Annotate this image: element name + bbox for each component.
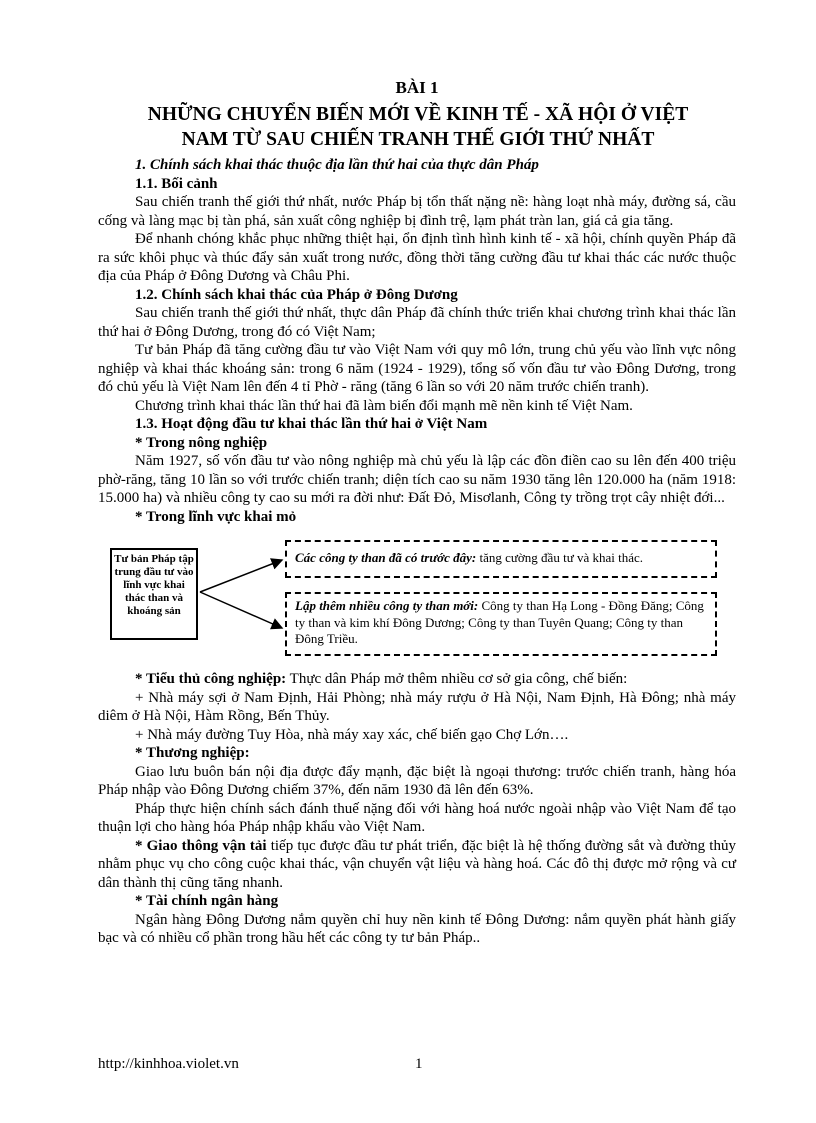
- page-number: 1: [415, 1056, 423, 1072]
- paragraph: Giao lưu buôn bán nội địa được đẩy mạnh, đặc biệt là ngoại thương: trước chiến tranh, hàng hóa Pháp nhập vào Đông Dương chiếm 37%, đến năm 1930 đã lên đến 63%.: [98, 763, 736, 798]
- existing-companies-text: tăng cường đầu tư và khai thác.: [476, 550, 644, 565]
- section-1-1-heading: 1.1. Bối cảnh: [135, 175, 218, 192]
- section-1-3-heading: 1.3. Hoạt động đầu tư khai thác lần thứ hai ở Việt Nam: [135, 416, 488, 432]
- finance-heading: * Tài chính ngân hàng: [135, 893, 279, 909]
- craft-item: + Nhà máy đường Tuy Hòa, nhà máy xay xác, chế biến gạo Chợ Lớn….: [135, 726, 569, 743]
- lesson-number: BÀI 1: [395, 78, 439, 97]
- paragraph: Sau chiến tranh thế giới thứ nhất, nước Pháp bị tổn thất nặng nề: hàng loạt nhà máy, đường sá, cầu cống và làng mạc bị tàn phá, sản xuất công nghiệp bị đình trệ, lạm phát tràn lan, giá cả gia tăng.: [98, 194, 736, 229]
- paragraph: Ngân hàng Đông Dương nắm quyền chỉ huy nền kinh tế Đông Dương: nắm quyền phát hành giấy bạc và có nhiều cổ phần trong hầu hết các công ty tư bản Pháp..: [98, 911, 736, 946]
- lesson-title: [88, 102, 748, 152]
- diagram-source-box: Tư bản Pháp tập trung đầu tư vào lĩnh vực khai thác than và khoáng sản: [110, 548, 198, 640]
- mining-heading: * Trong lĩnh vực khai mỏ: [135, 508, 297, 525]
- title-line-2: NAM TỪ SAU CHIẾN TRANH THẾ GIỚI THỨ NHẤT: [181, 129, 655, 150]
- paragraph: Tư bản Pháp đã tăng cường đầu tư vào Việt Nam với quy mô lớn, trung chủ yếu vào lĩnh vực nông nghiệp và khai thác khoáng sản: trong 6 năm (1924 - 1929), tổng số vốn đầu tư vào Đông Dương, trong đó chủ yếu là Việt Nam lên đến 4 tỉ Phờ - răng (tăng 6 lần so với 20 năm trước chiến tranh).: [98, 342, 736, 395]
- existing-companies-box: [285, 540, 717, 578]
- footer-url[interactable]: http://kinhhoa.violet.vn: [98, 1056, 239, 1072]
- title-line-1: NHỮNG CHUYỂN BIẾN MỚI VỀ KINH TẾ - XÃ HỘI Ở VIỆT: [147, 104, 689, 125]
- arrow-to-new: [200, 592, 282, 628]
- paragraph: Chương trình khai thác lần thứ hai đã làm biến đổi mạnh mẽ nền kinh tế Việt Nam.: [135, 397, 633, 414]
- arrow-to-existing: [200, 560, 282, 592]
- transport-heading: * Giao thông vận tải: [135, 837, 267, 854]
- paragraph: Pháp thực hiện chính sách đánh thuế nặng đối với hàng hoá nước ngoài nhập vào Việt Nam để tạo thuận lợi cho hàng hóa Pháp nhập khẩu vào Việt Nam.: [98, 800, 736, 835]
- transport-paragraph: [98, 837, 736, 893]
- paragraph: Để nhanh chóng khắc phục những thiệt hại, ổn định tình hình kinh tế - xã hội, chính quyền Pháp đã ra sức khôi phục và thúc đẩy sản xuất trong nước, đồng thời tăng cường đầu tư khai thác các nước thuộc địa của Pháp ở Đông Dương và Châu Phi.: [98, 231, 736, 284]
- document-body: [98, 72, 736, 948]
- new-companies-text: Công ty than Hạ Long - Đồng Đăng; Công ty than và kim khí Đông Dương; Công ty than Tuyên Quang; Công ty than Đông Triều.: [295, 598, 704, 646]
- paragraph: Năm 1927, số vốn đầu tư vào nông nghiệp mà chủ yếu là lập các đồn điền cao su lên đến 400 triệu phờ-răng, tăng 10 lần so với trước chiến tranh; diện tích cao su năm 1930 tăng lên 120.000 ha (năm 1918: 15.000 ha) và nhiều công ty cao su mới ra đời như: Đất Đỏ, Misơlanh, Công ty trồng trọt cây nhiệt đới...: [98, 453, 736, 506]
- craft-text: Thực dân Pháp mở thêm nhiều cơ sở gia công, chế biến:: [286, 671, 628, 687]
- diagram-arrows: [198, 534, 288, 660]
- trade-heading: * Thương nghiệp:: [135, 745, 250, 761]
- agriculture-heading: * Trong nông nghiệp: [135, 434, 268, 451]
- new-companies-label: Lập thêm nhiều công ty than mới:: [295, 598, 479, 613]
- section-1-heading: 1. Chính sách khai thác thuộc địa lần thứ hai của thực dân Pháp: [135, 157, 539, 173]
- craft-heading: * Tiểu thủ công nghiệp:: [135, 671, 287, 687]
- paragraph: Sau chiến tranh thế giới thứ nhất, thực dân Pháp đã chính thức triển khai chương trình khai thác lần thứ hai ở Đông Dương, trong đó có Việt Nam;: [98, 305, 736, 340]
- mining-diagram: [98, 534, 736, 660]
- transport-text: tiếp tục được đầu tư phát triển, đặc biệt là hệ thống đường sắt và đường thủy nhằm phục vụ cho công cuộc khai thác, vận chuyển vật liệu và hàng hoá. Các đô thị được mở rộng và cư dân thành thị cũng tăng nhanh.: [98, 837, 736, 891]
- new-companies-box: [285, 592, 717, 656]
- existing-companies-label: Các công ty than đã có trước đây:: [295, 550, 477, 565]
- craft-paragraph: [98, 670, 736, 689]
- section-1-2-heading: 1.2. Chính sách khai thác của Pháp ở Đông Dương: [135, 286, 458, 303]
- craft-item: + Nhà máy sợi ở Nam Định, Hải Phòng; nhà máy rượu ở Hà Nội, Nam Định, Hà Đông; nhà máy diêm ở Hà Nội, Hàm Rồng, Bến Thủy.: [98, 689, 736, 724]
